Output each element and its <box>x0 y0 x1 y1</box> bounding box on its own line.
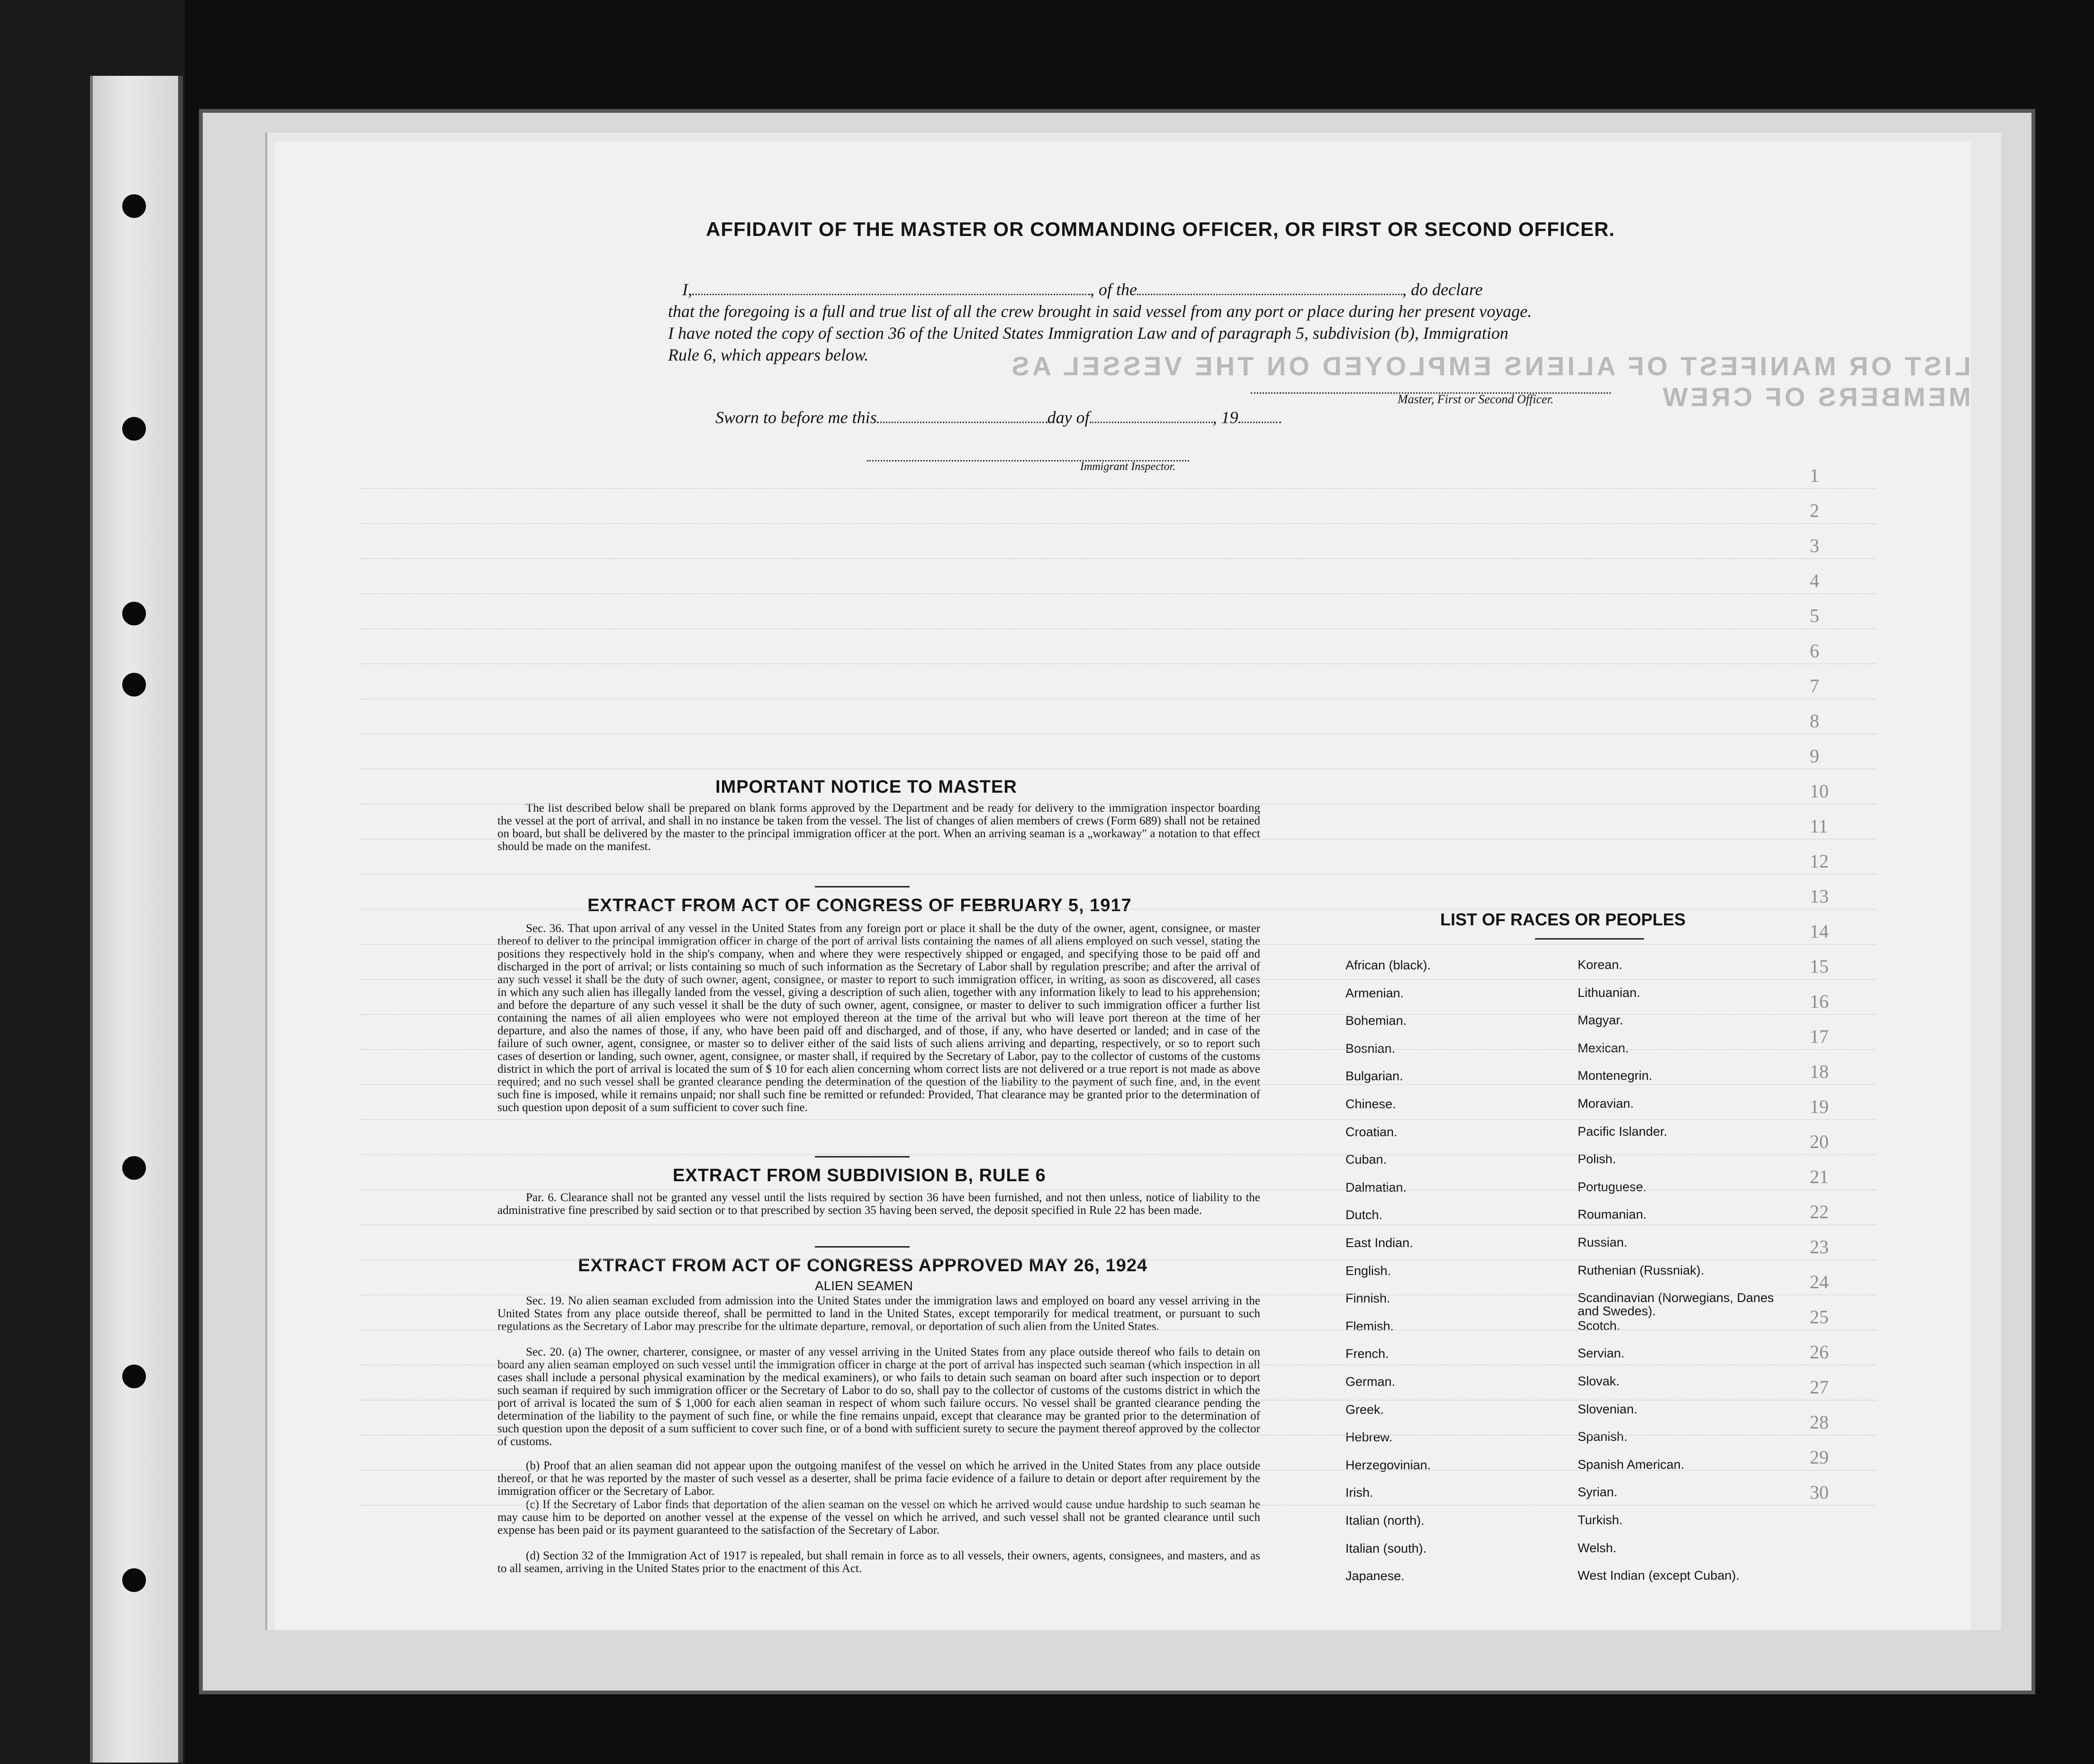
extract-1917-title: EXTRACT FROM ACT OF CONGRESS OF FEBRUARY 5, 1917 <box>587 896 1132 915</box>
inspector-label: Immigrant Inspector. <box>1080 461 1176 473</box>
show-through-row <box>360 780 1876 805</box>
show-through-row-number: 23 <box>1810 1236 1829 1257</box>
race-item: East Indian. <box>1345 1236 1413 1250</box>
race-item: Chinese. <box>1345 1097 1396 1111</box>
affidavit-declaration-line: I, , of the , do declare <box>682 280 1483 299</box>
race-item: Cuban. <box>1345 1152 1387 1167</box>
race-item: Dutch. <box>1345 1208 1383 1222</box>
races-title: LIST OF RACES OR PEOPLES <box>1440 910 1686 929</box>
affidavit-line-2: that the foregoing is a full and true list of all the crew brought in said vessel from any port or place during her present voyage. <box>668 302 1532 321</box>
show-through-row <box>360 1446 1876 1471</box>
show-through-row-number: 21 <box>1810 1166 1829 1187</box>
race-item: Armenian. <box>1345 986 1404 1000</box>
race-item: Italian (north). <box>1345 1513 1425 1528</box>
race-item: Italian (south). <box>1345 1541 1427 1556</box>
sec19-body: Sec. 19. No alien seaman excluded from admission into the United States under the immigration laws and employed on board any vessel arriving in the United States from any place outside thereof, shall be permitted to land in the United States, except temporarily for medical treatment, or pursuant to such regulations as the Secretary of Labor may prescribe for the ultimate departure, removal, or deportation of such alien from the United States. <box>497 1294 1260 1333</box>
show-through-row <box>360 710 1876 734</box>
show-through-row <box>360 1201 1876 1225</box>
race-item: African (black). <box>1345 958 1431 972</box>
show-through-row-number: 30 <box>1810 1482 1829 1503</box>
binder-hole <box>122 1568 146 1592</box>
show-through-row <box>360 499 1876 524</box>
show-through-row-number: 3 <box>1810 535 1819 556</box>
show-through-row <box>360 815 1876 840</box>
binder-hole <box>122 602 146 625</box>
show-through-row-number: 4 <box>1810 570 1819 591</box>
show-through-row <box>360 1271 1876 1295</box>
show-through-row <box>360 1481 1876 1506</box>
race-item: Slovak. <box>1578 1374 1620 1388</box>
show-through-row <box>360 464 1876 489</box>
binder-hole <box>122 194 146 218</box>
show-through-row-number: 6 <box>1810 640 1819 661</box>
race-item: Finnish. <box>1345 1291 1390 1306</box>
show-through-row <box>360 1306 1876 1333</box>
show-through-row <box>360 1131 1876 1155</box>
race-item: Portuguese. <box>1578 1179 1647 1194</box>
race-item: Montenegrin. <box>1578 1068 1652 1083</box>
show-through-row-number: 5 <box>1810 605 1819 626</box>
race-item: Scandinavian (Norwegians, Danes and Swedes). <box>1578 1291 1774 1319</box>
sec20b-body: (b) Proof that an alien seaman did not appear upon the outgoing manifest of the vessel on which he arrived in the United States from any place outside thereof, or that he was reported by the master of such vessel as a deserter, shall be prima facie evidence of a failure to detain or deport after requirement by the immigration officer or the Secretary of Labor. <box>497 1459 1260 1498</box>
race-item: Spanish American. <box>1578 1457 1685 1472</box>
show-through-row-number: 24 <box>1810 1271 1829 1293</box>
show-through-row <box>360 640 1876 664</box>
race-item: Scotch. <box>1578 1318 1621 1333</box>
show-through-row <box>360 920 1876 945</box>
race-item: Irish. <box>1345 1485 1373 1500</box>
show-through-row-number: 28 <box>1810 1411 1829 1433</box>
race-item: Mexican. <box>1578 1040 1629 1055</box>
rule6-body: Par. 6. Clearance shall not be granted any vessel until the lists required by section 36 have been furnished, and not then unless, notice of liability to the administrative fine prescribed by said section or to that prescribed by section 35 having been served, the deposit specified in Rule 22 has been made. <box>497 1191 1260 1217</box>
show-through-row <box>360 1376 1876 1401</box>
race-item: Magyar. <box>1578 1013 1624 1028</box>
show-through-row-number: 20 <box>1810 1131 1829 1152</box>
race-item: Flemish. <box>1345 1319 1394 1333</box>
show-through-row-number: 26 <box>1810 1341 1829 1363</box>
race-item: Bosnian. <box>1345 1041 1396 1056</box>
show-through-row <box>360 534 1876 559</box>
rule6-title: EXTRACT FROM SUBDIVISION B, RULE 6 <box>673 1166 1046 1185</box>
race-item: Japanese. <box>1345 1569 1405 1583</box>
show-through-row-number: 18 <box>1810 1061 1829 1082</box>
show-through-row-number: 14 <box>1810 921 1829 942</box>
show-through-row-number: 8 <box>1810 710 1819 732</box>
show-through-row-number: 17 <box>1810 1026 1829 1047</box>
show-through-row <box>360 1411 1876 1436</box>
show-through-row-number: 13 <box>1810 886 1829 907</box>
show-through-row <box>360 675 1876 699</box>
sec20c-body: (c) If the Secretary of Labor finds that deportation of the alien seaman on the vessel on which he arrived would cause undue hardship to such seaman he may cause him to be deported on another vessel at the expense of the vessel on which he arrived, and such vessel shall not be granted clearance until such expense has been paid or its payment guaranteed to the satisfaction of the Secretary of Labor. <box>497 1498 1260 1537</box>
show-through-row-number: 9 <box>1810 745 1819 767</box>
show-through-row <box>360 1025 1876 1050</box>
race-item: Syrian. <box>1578 1485 1618 1500</box>
race-item: Moravian. <box>1578 1096 1634 1111</box>
show-through-row <box>360 1060 1876 1085</box>
race-item: Greek. <box>1345 1402 1384 1417</box>
show-through-row-number: 27 <box>1810 1376 1829 1398</box>
race-item: Dalmatian. <box>1345 1180 1407 1194</box>
show-through-row <box>360 1341 1876 1366</box>
show-through-row <box>360 1166 1876 1190</box>
show-through-row-number: 29 <box>1810 1447 1829 1468</box>
show-through-row <box>360 885 1876 910</box>
race-item: Hebrew. <box>1345 1430 1393 1445</box>
extract-1924-title: EXTRACT FROM ACT OF CONGRESS APPROVED MAY 26, 1924 <box>578 1256 1148 1276</box>
extract-1924-subtitle: ALIEN SEAMEN <box>815 1278 913 1293</box>
race-item: Slovenian. <box>1578 1402 1638 1416</box>
race-item: German. <box>1345 1375 1396 1389</box>
show-through-row-number: 15 <box>1810 956 1829 977</box>
sec20d-body: (d) Section 32 of the Immigration Act of 1917 is repealed, but shall remain in force as to all vessels, their owners, agents, consignees, and masters, and as to all seamen, arriving in the United States prior to the enactment of this Act. <box>497 1549 1260 1575</box>
show-through-row-number: 1 <box>1810 465 1819 486</box>
show-through-row-number: 10 <box>1810 780 1829 802</box>
race-item: Ruthenian (Russniak). <box>1578 1263 1705 1277</box>
notice-title: IMPORTANT NOTICE TO MASTER <box>715 777 1017 797</box>
race-item: Welsh. <box>1578 1540 1617 1555</box>
show-through-row-number: 22 <box>1810 1201 1829 1222</box>
adjacent-page-edge <box>90 76 183 1763</box>
race-item: Spanish. <box>1578 1429 1628 1444</box>
master-signature-label: Master, First or Second Officer. <box>1398 392 1554 406</box>
race-item: Polish. <box>1578 1152 1616 1167</box>
affidavit-line-3: I have noted the copy of section 36 of the United States Immigration Law and of paragraph 5, subdivision (b), Immigration <box>668 324 1508 343</box>
sworn-line: Sworn to before me this day of , 19 <box>715 407 1281 427</box>
show-through-row <box>360 955 1876 980</box>
document-page <box>275 142 1971 1630</box>
show-through-row <box>360 570 1876 594</box>
binder-hole <box>122 673 146 697</box>
show-through-row <box>360 1095 1876 1120</box>
race-item: Korean. <box>1578 958 1623 972</box>
race-item: English. <box>1345 1263 1391 1278</box>
show-through-title: LIST OR MANIFEST OF ALIENS EMPLOYED ON THE VESSEL AS MEMBERS OF CREW <box>1009 351 1971 412</box>
notice-body: The list described below shall be prepared on blank forms approved by the Department and be ready for delivery to the immigration inspector boarding the vessel at the port of arrival, and shall in no instance be taken from the vessel. The list of changes of alien members of crews (Form 689) shall not be retained on board, but shall be delivered by the master to the principal immigration officer at the port. When an arriving seaman is a „workaway" a notation to that effect should be made on the manifest. <box>497 802 1260 853</box>
race-item: Bulgarian. <box>1345 1069 1403 1084</box>
show-through-row-number: 25 <box>1810 1306 1829 1328</box>
show-through-row-number: 7 <box>1810 675 1819 697</box>
race-item: Croatian. <box>1345 1124 1398 1139</box>
show-through-row <box>360 605 1876 629</box>
race-item: West Indian (except Cuban). <box>1578 1568 1740 1583</box>
show-through-row <box>360 850 1876 875</box>
race-item: Pacific Islander. <box>1578 1124 1668 1139</box>
binder-hole <box>122 1365 146 1388</box>
show-through-row-number: 12 <box>1810 850 1829 872</box>
binder-hole <box>122 417 146 441</box>
show-through-row-number: 2 <box>1810 500 1819 521</box>
affidavit-line-4: Rule 6, which appears below. <box>668 345 869 364</box>
race-item: Herzegovinian. <box>1345 1457 1431 1472</box>
divider <box>815 1156 910 1158</box>
show-through-row <box>360 1236 1876 1260</box>
sec20a-body: Sec. 20. (a) The owner, charterer, consignee, or master of any vessel arriving in the United States from any place outside thereof who fails to detain on board any alien seaman employed on such vessel until the immigration officer in charge at the port of arrival has inspected such seaman (which inspection in all cases shall include a personal physical examination by the medical examiners), or who fails to detain such seaman on board after such inspection or to deport such seaman if required by such immigration officer or the Secretary of Labor to do so, shall pay to the collector of customs of the customs district in which the port of arrival is located the sum of $ 1,000 for each alien seaman in respect of whom such failure occurs. No vessel shall be granted clearance pending the determination of the liability to the payment of such fine, or while the fine remains unpaid, except that clearance may be granted prior to the determination of such question upon the deposit of a sum sufficient to cover such fine, or of a bond with sufficient surety to secure the payment thereof approved by the collector of customs. <box>497 1346 1260 1448</box>
extract-1917-body: Sec. 36. That upon arrival of any vessel in the United States from any foreign port or place it shall be the duty of the owner, agent, consignee, or master thereof to deliver to the principal immigration officer in charge of the port of arrival lists containing the names of all aliens employed on such vessel, stating the positions they respectively hold in the ship's company, when and where they were respectively shipped or engaged, and specifying those to be paid off and discharged in the port of arrival; or lists containing so much of such information as the Secretary of Labor shall by regulation prescribe; and after the arrival of any such vessel it shall be the duty of such owner, agent, consignee, or master to report to such immigration officer, in writing, as soon as discovered, all cases in which any such alien has illegally landed from the vessel, giving a description of such alien, together with any information likely to lead to his apprehension; and before the departure of any such vessel it shall be the duty of such owner, agent, consignee, or master to deliver to such immigration officer a further list containing the names of all alien employees who were not employed thereon at the time of the arrival but who will leave port thereon at the time of her departure, and also the names of those, if any, who have been paid off and discharged, and of those, if any, who have deserted or landed; and in case of the failure of such owner, agent, consignee, or master so to deliver either of the said lists of such aliens arriving and departing, respectively, or so to report such cases of desertion or landing, such owner, agent, consignee, or master shall, if required by the Secretary of Labor, pay to the collector of customs of the customs district in which the port of arrival is located the sum of $ 10 for each alien concerning whom correct lists are not delivered or a true report is not made as above required; and no such vessel shall be granted clearance pending the determination of the question of the liability to the payment of such fine, and, in the event such fine is imposed, while it remains unpaid; nor shall such fine be remitted or refunded: Provided, That clearance may be granted prior to the determination of such question upon deposit of a sum sufficient to cover such fine. <box>497 922 1260 1114</box>
race-item: Servian. <box>1578 1346 1625 1361</box>
race-item: Lithuanian. <box>1578 985 1641 1000</box>
race-item: Russian. <box>1578 1235 1628 1249</box>
race-item: Turkish. <box>1578 1513 1623 1527</box>
show-through-row-number: 19 <box>1810 1096 1829 1117</box>
show-through-row <box>360 745 1876 769</box>
race-item: Roumanian. <box>1578 1207 1647 1222</box>
show-through-row-number: 16 <box>1810 991 1829 1012</box>
binder-hole <box>122 1156 146 1180</box>
affidavit-title: AFFIDAVIT OF THE MASTER OR COMMANDING OFFICER, OR FIRST OR SECOND OFFICER. <box>706 218 1615 240</box>
show-through-row <box>360 990 1876 1015</box>
race-item: Bohemian. <box>1345 1013 1407 1028</box>
show-through-row-number: 11 <box>1810 815 1828 837</box>
race-item: French. <box>1345 1347 1389 1361</box>
